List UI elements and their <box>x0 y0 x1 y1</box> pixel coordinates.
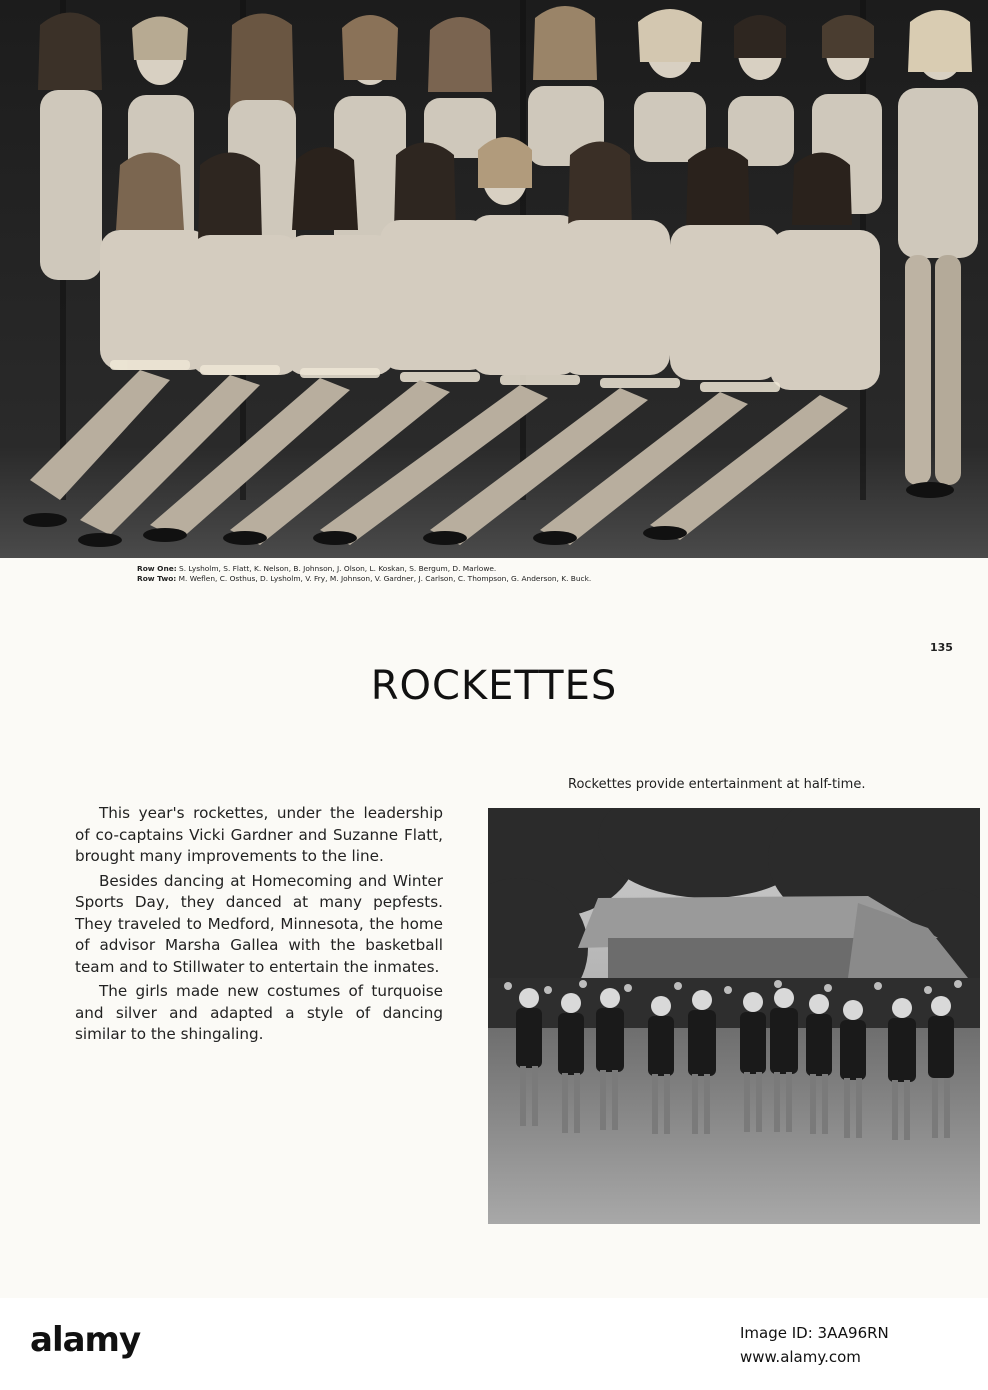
watermark-image-id: Image ID: 3AA96RN <box>740 1324 889 1342</box>
field-photo <box>488 808 980 1224</box>
team-photo <box>0 0 988 558</box>
watermark-url: www.alamy.com <box>740 1348 861 1366</box>
page-number: 135 <box>930 641 953 654</box>
article-body <box>75 803 443 1049</box>
photo-caption-names <box>137 564 937 584</box>
row-one-label: Row One: <box>137 564 177 573</box>
paragraph-3: The girls made new costumes of turquoise and silver and adapted a style of dancing similar to the shingaling. <box>75 982 443 1043</box>
paragraph-1: This year's rockettes, under the leadership of co-captains Vicki Gardner and Suzanne Flatt, brought many improvements to the line. <box>75 804 443 865</box>
row-one-line <box>137 564 937 574</box>
page-title: ROCKETTES <box>370 663 618 709</box>
watermark-logo: alamy <box>30 1320 141 1360</box>
paragraph-2: Besides dancing at Homecoming and Winter Sports Day, they danced at many pepfests. They traveled to Medford, Minnesota, the home of advisor Marsha Gallea with the basketball team and to Stillwater to entertain the inmates. <box>75 871 443 976</box>
watermark-bar <box>0 1298 988 1390</box>
row-two-label: Row Two: <box>137 574 177 583</box>
field-photo-caption: Rockettes provide entertainment at half-time. <box>568 777 866 792</box>
row-two-line <box>137 574 937 584</box>
row-two-names: M. Weflen, C. Osthus, D. Lysholm, V. Fry, M. Johnson, V. Gardner, J. Carlson, C. Thompson, G. Anderson, K. Buck. <box>178 574 592 583</box>
row-one-names: S. Lysholm, S. Flatt, K. Nelson, B. Johnson, J. Olson, L. Koskan, S. Bergum, D. Marlowe. <box>179 564 497 573</box>
